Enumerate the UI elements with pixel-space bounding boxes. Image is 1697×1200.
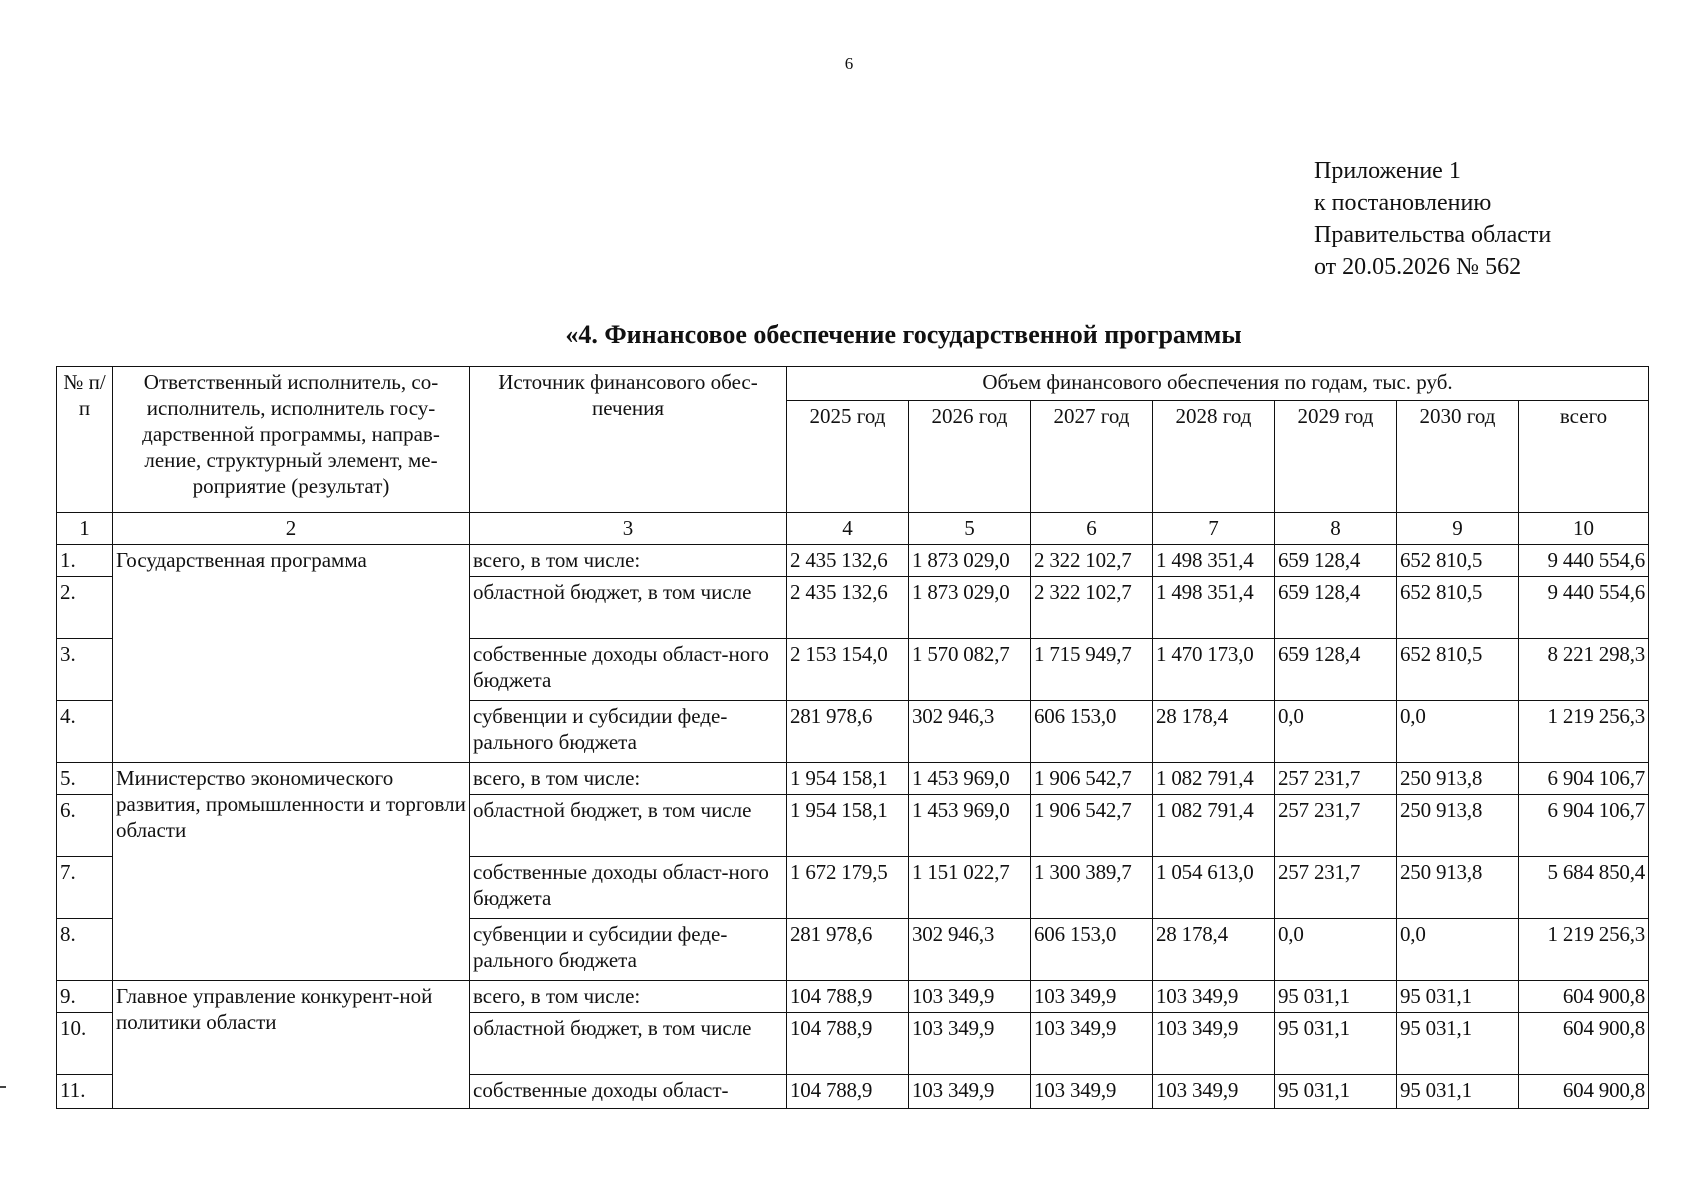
row-number: 6. <box>57 795 113 857</box>
header-year: 2028 год <box>1153 401 1275 513</box>
header-year: 2029 год <box>1275 401 1397 513</box>
header-year: 2030 год <box>1397 401 1519 513</box>
year-value: 0,0 <box>1397 919 1519 981</box>
total-value: 1 219 256,3 <box>1519 919 1649 981</box>
column-number: 2 <box>113 513 470 545</box>
year-value: 1 906 542,7 <box>1031 795 1153 857</box>
header-source: Источник финансового обес-печения <box>470 367 787 513</box>
year-value: 95 031,1 <box>1397 1013 1519 1075</box>
year-value: 302 946,3 <box>909 701 1031 763</box>
appendix-block <box>1314 155 1664 283</box>
responsible-cell: Государственная программа <box>113 545 470 763</box>
total-value: 9 440 554,6 <box>1519 545 1649 577</box>
year-value: 95 031,1 <box>1397 981 1519 1013</box>
funding-source: субвенции и субсидии феде-рального бюджета <box>470 919 787 981</box>
year-value: 1 082 791,4 <box>1153 795 1275 857</box>
row-number: 11. <box>57 1075 113 1109</box>
year-value: 95 031,1 <box>1275 1075 1397 1109</box>
document-title: «4. Финансовое обеспечение государственной программы <box>565 320 1242 349</box>
year-value: 103 349,9 <box>909 1013 1031 1075</box>
year-value: 0,0 <box>1275 919 1397 981</box>
year-value: 28 178,4 <box>1153 919 1275 981</box>
year-value: 1 054 613,0 <box>1153 857 1275 919</box>
table-row <box>57 763 1649 795</box>
year-value: 103 349,9 <box>1031 981 1153 1013</box>
year-value: 1 954 158,1 <box>787 763 909 795</box>
row-number: 7. <box>57 857 113 919</box>
year-value: 281 978,6 <box>787 919 909 981</box>
total-value: 604 900,8 <box>1519 1075 1649 1109</box>
total-value: 9 440 554,6 <box>1519 577 1649 639</box>
year-value: 1 453 969,0 <box>909 763 1031 795</box>
year-value: 659 128,4 <box>1275 577 1397 639</box>
column-number: 7 <box>1153 513 1275 545</box>
year-value: 257 231,7 <box>1275 795 1397 857</box>
year-value: 104 788,9 <box>787 1013 909 1075</box>
total-value: 8 221 298,3 <box>1519 639 1649 701</box>
year-value: 103 349,9 <box>909 1075 1031 1109</box>
responsible-cell: Главное управление конкурент-ной политики области <box>113 981 470 1109</box>
year-value: 606 153,0 <box>1031 701 1153 763</box>
year-value: 95 031,1 <box>1275 981 1397 1013</box>
year-value: 1 873 029,0 <box>909 545 1031 577</box>
year-value: 257 231,7 <box>1275 763 1397 795</box>
header-year: 2027 год <box>1031 401 1153 513</box>
year-value: 1 715 949,7 <box>1031 639 1153 701</box>
margin-mark <box>0 1086 6 1088</box>
financing-table <box>56 366 1649 1109</box>
table-row <box>57 545 1649 577</box>
year-value: 250 913,8 <box>1397 857 1519 919</box>
year-value: 1 082 791,4 <box>1153 763 1275 795</box>
header-year: 2026 год <box>909 401 1031 513</box>
funding-source: собственные доходы област-ного бюджета <box>470 639 787 701</box>
header-year: 2025 год <box>787 401 909 513</box>
year-value: 103 349,9 <box>909 981 1031 1013</box>
funding-source: областной бюджет, в том числе <box>470 795 787 857</box>
responsible-cell: Министерство экономического развития, промышленности и торговли области <box>113 763 470 981</box>
column-numbers-row <box>57 513 1649 545</box>
year-value: 28 178,4 <box>1153 701 1275 763</box>
year-value: 659 128,4 <box>1275 545 1397 577</box>
funding-source: областной бюджет, в том числе <box>470 1013 787 1075</box>
funding-source: субвенции и субсидии феде-рального бюджета <box>470 701 787 763</box>
header-num: № п/п <box>57 367 113 513</box>
year-value: 250 913,8 <box>1397 795 1519 857</box>
column-number: 10 <box>1519 513 1649 545</box>
year-value: 1 151 022,7 <box>909 857 1031 919</box>
year-value: 1 873 029,0 <box>909 577 1031 639</box>
year-value: 0,0 <box>1397 701 1519 763</box>
year-value: 250 913,8 <box>1397 763 1519 795</box>
year-value: 1 906 542,7 <box>1031 763 1153 795</box>
column-number: 6 <box>1031 513 1153 545</box>
funding-source: собственные доходы област-ного бюджета <box>470 857 787 919</box>
total-value: 1 219 256,3 <box>1519 701 1649 763</box>
year-value: 652 810,5 <box>1397 577 1519 639</box>
funding-source: областной бюджет, в том числе <box>470 577 787 639</box>
year-value: 2 322 102,7 <box>1031 577 1153 639</box>
row-number: 1. <box>57 545 113 577</box>
column-number: 1 <box>57 513 113 545</box>
column-number: 3 <box>470 513 787 545</box>
column-number: 5 <box>909 513 1031 545</box>
funding-source: всего, в том числе: <box>470 981 787 1013</box>
year-value: 1 672 179,5 <box>787 857 909 919</box>
year-value: 1 498 351,4 <box>1153 545 1275 577</box>
year-value: 1 453 969,0 <box>909 795 1031 857</box>
year-value: 606 153,0 <box>1031 919 1153 981</box>
row-number: 10. <box>57 1013 113 1075</box>
total-value: 6 904 106,7 <box>1519 763 1649 795</box>
funding-source: собственные доходы област- <box>470 1075 787 1109</box>
row-number: 9. <box>57 981 113 1013</box>
header-year-total: всего <box>1519 401 1649 513</box>
header-responsible: Ответственный исполнитель, со-исполнитель, исполнитель госу-дарственной программы, направ-ление, структурный элемент, ме-роприятие (результат) <box>113 367 470 513</box>
table-row <box>57 981 1649 1013</box>
year-value: 104 788,9 <box>787 1075 909 1109</box>
year-value: 2 435 132,6 <box>787 577 909 639</box>
page-number: 6 <box>844 54 854 73</box>
year-value: 2 435 132,6 <box>787 545 909 577</box>
year-value: 103 349,9 <box>1031 1013 1153 1075</box>
funding-source: всего, в том числе: <box>470 545 787 577</box>
year-value: 1 470 173,0 <box>1153 639 1275 701</box>
year-value: 2 153 154,0 <box>787 639 909 701</box>
funding-source: всего, в том числе: <box>470 763 787 795</box>
year-value: 302 946,3 <box>909 919 1031 981</box>
year-value: 652 810,5 <box>1397 545 1519 577</box>
appendix-line: от 20.05.2026 № 562 <box>1314 254 1522 280</box>
row-number: 3. <box>57 639 113 701</box>
column-number: 9 <box>1397 513 1519 545</box>
appendix-line: Приложение 1 <box>1314 158 1461 184</box>
total-value: 6 904 106,7 <box>1519 795 1649 857</box>
year-value: 1 570 082,7 <box>909 639 1031 701</box>
total-value: 604 900,8 <box>1519 981 1649 1013</box>
year-value: 103 349,9 <box>1153 1013 1275 1075</box>
year-value: 1 300 389,7 <box>1031 857 1153 919</box>
appendix-line: к постановлению <box>1314 190 1492 216</box>
year-value: 257 231,7 <box>1275 857 1397 919</box>
year-value: 104 788,9 <box>787 981 909 1013</box>
year-value: 103 349,9 <box>1153 1075 1275 1109</box>
row-number: 8. <box>57 919 113 981</box>
column-number: 8 <box>1275 513 1397 545</box>
year-value: 1 498 351,4 <box>1153 577 1275 639</box>
year-value: 1 954 158,1 <box>787 795 909 857</box>
total-value: 5 684 850,4 <box>1519 857 1649 919</box>
year-value: 103 349,9 <box>1153 981 1275 1013</box>
year-value: 95 031,1 <box>1275 1013 1397 1075</box>
appendix-line: Правительства области <box>1314 222 1552 248</box>
row-number: 5. <box>57 763 113 795</box>
year-value: 281 978,6 <box>787 701 909 763</box>
year-value: 103 349,9 <box>1031 1075 1153 1109</box>
year-value: 2 322 102,7 <box>1031 545 1153 577</box>
column-number: 4 <box>787 513 909 545</box>
year-value: 0,0 <box>1275 701 1397 763</box>
total-value: 604 900,8 <box>1519 1013 1649 1075</box>
header-volume: Объем финансового обеспечения по годам, тыс. руб. <box>787 367 1649 401</box>
year-value: 652 810,5 <box>1397 639 1519 701</box>
row-number: 4. <box>57 701 113 763</box>
year-value: 95 031,1 <box>1397 1075 1519 1109</box>
year-value: 659 128,4 <box>1275 639 1397 701</box>
row-number: 2. <box>57 577 113 639</box>
header-row <box>57 367 1649 401</box>
